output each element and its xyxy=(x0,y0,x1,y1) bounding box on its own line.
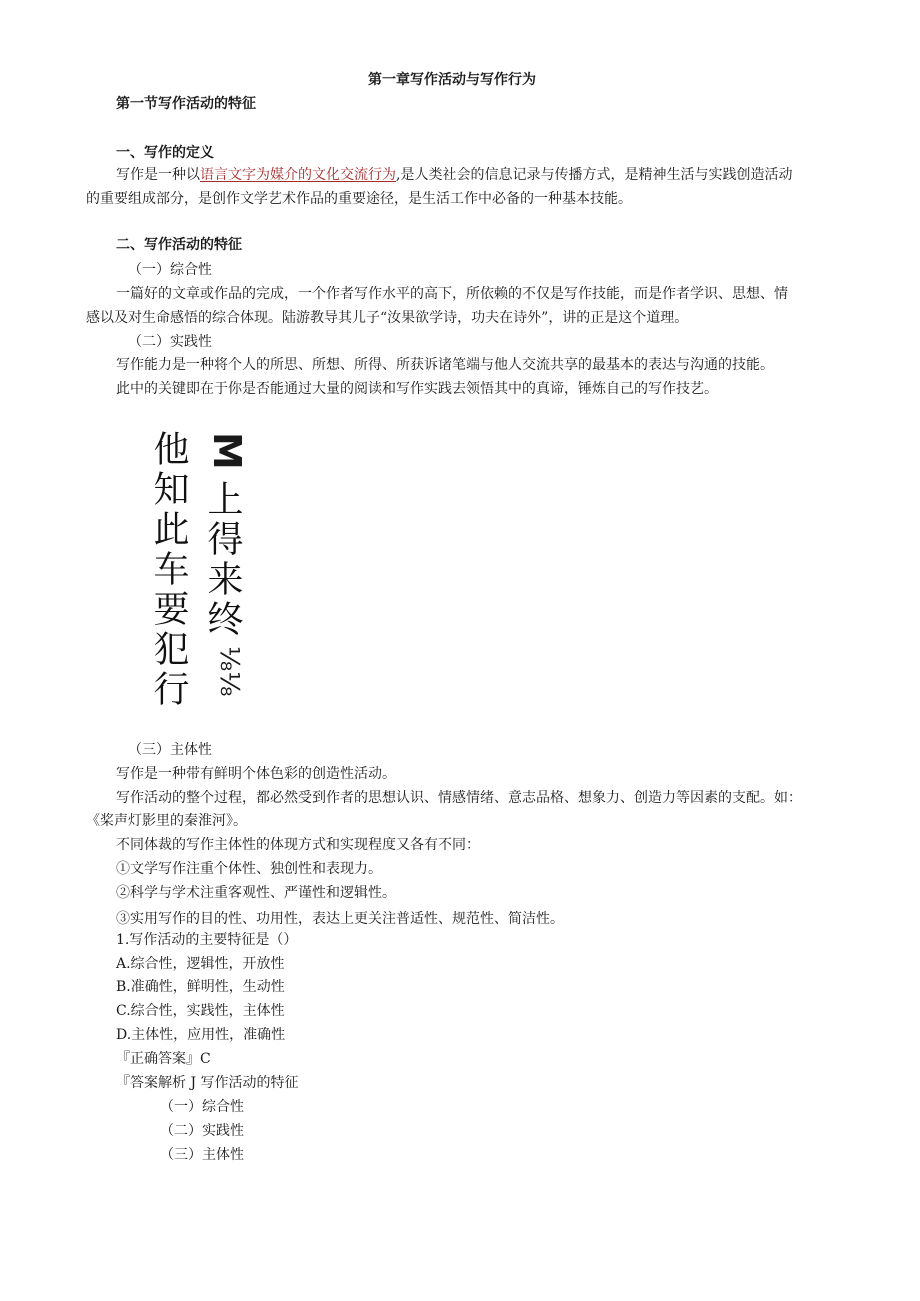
subjective-line3: 《桨声灯影里的秦淮河》。 xyxy=(86,813,247,829)
practical-line1: 写作能力是一种将个人的所思、所想、所得、所获诉诸笔端与他人交流共享的最基本的表达与沟通的技能。 xyxy=(116,357,774,373)
definition-text-after: 是人类社会的信息记录与传播方式，是精神生活与实践创造活动 xyxy=(400,167,793,183)
vertical-text-right-head: M xyxy=(205,432,249,470)
section-title: 第一节写作活动的特征 xyxy=(116,96,256,112)
subheading-comprehensive: （一）综合性 xyxy=(128,262,212,278)
definition-paragraph-line1: 写作是一种以语言文字为媒介的文化交流行为,是人类社会的信息记录与传播方式，是精神生活与实践创造活动 xyxy=(116,167,793,183)
chapter-title: 第一章写作活动与写作行为 xyxy=(368,72,536,88)
subjective-line2: 写作活动的整个过程，都必然受到作者的思想认识、情感情绪、意志品格、想象力、创造力等因素的支配。如： xyxy=(116,790,802,806)
analysis-item-3: （三）主体性 xyxy=(160,1147,244,1163)
definition-paragraph-line2: 的重要组成部分，是创作文学艺术作品的重要途径，是生活工作中必备的一种基本技能。 xyxy=(86,191,632,207)
vertical-text-right: 上得来终 xyxy=(202,480,243,640)
answer-analysis: 『答案解析 J 写作活动的特征 xyxy=(116,1075,299,1091)
practical-line2: 此中的关键即在于你是否能通过大量的阅读和写作实践去领悟其中的真谛，锤炼自己的写作技艺。 xyxy=(116,381,718,397)
option-a: A.综合性，逻辑性，开放性 xyxy=(116,956,285,972)
list-item-2: ②科学与学术注重客观性、严谨性和逻辑性。 xyxy=(116,885,396,901)
list-item-1: ①文学写作注重个体性、独创性和表现力。 xyxy=(116,861,382,877)
list-item-3: ③实用写作的目的性、功用性，表达上更关注普适性、规范性、简洁性。 xyxy=(116,911,564,927)
vertical-text-left: 他知此车要犯行 xyxy=(148,430,189,710)
subheading-subjective: （三）主体性 xyxy=(128,742,212,758)
subjective-line1: 写作是一种带有鲜明个体色彩的创造性活动。 xyxy=(116,766,396,782)
analysis-item-1: （一）综合性 xyxy=(160,1099,244,1115)
option-c: C.综合性，实践性，主体性 xyxy=(116,1003,285,1019)
correct-answer: 『正确答案』C xyxy=(116,1051,211,1067)
definition-text-before: 写作是一种以 xyxy=(116,167,200,183)
subjective-line4: 不同体裁的写作主体性的体现方式和实现程度又各有不同： xyxy=(116,837,480,853)
option-b: B.准确性，鲜明性，生动性 xyxy=(116,979,285,995)
vertical-text-right-tail: ⅛⅛ xyxy=(214,646,244,697)
heading-features: 二、写作活动的特征 xyxy=(116,237,242,253)
subheading-practical: （二）实践性 xyxy=(128,334,212,350)
heading-definition: 一、写作的定义 xyxy=(116,145,214,161)
comprehensive-line1: 一篇好的文章或作品的完成，一个作者写作水平的高下，所依赖的不仅是写作技能，而是作者学识、思想、情 xyxy=(116,286,788,302)
definition-highlight: 语言文字为媒介的文化交流行为 xyxy=(200,167,396,183)
question-stem: 1.写作活动的主要特征是（） xyxy=(116,932,298,948)
analysis-item-2: （二）实践性 xyxy=(160,1123,244,1139)
option-d: D.主体性，应用性，准确性 xyxy=(116,1027,286,1043)
comprehensive-line2: 感以及对生命感悟的综合体现。陆游教导其儿子“汝果欲学诗，功夫在诗外”，讲的正是这个道理。 xyxy=(86,310,689,326)
